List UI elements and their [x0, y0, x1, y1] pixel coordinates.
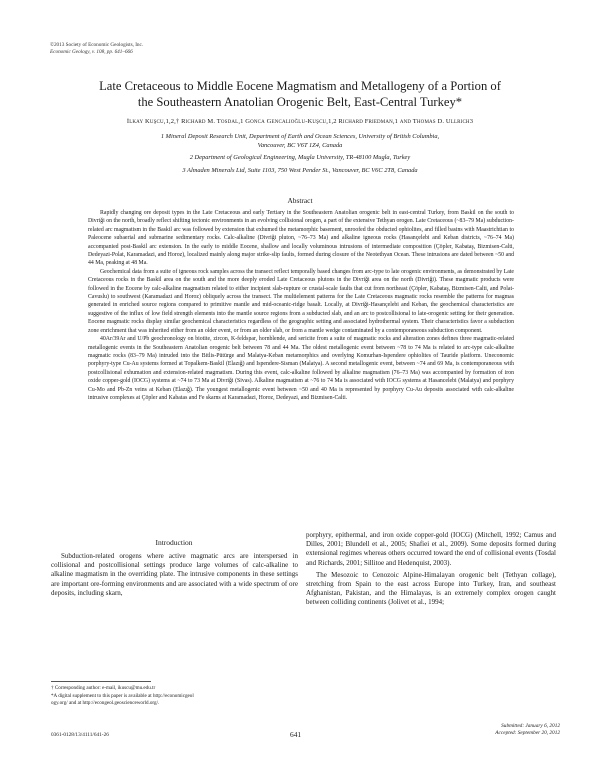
supplement-note-line-2: ogy.org/ and at http://econgeol.geoscienceworld.org/.: [51, 700, 160, 706]
abstract-paragraph-2: Geochemical data from a suite of igneous rock samples across the transect reflect temporally based changes from arc-type to late orogenic environments, as demonstrated by Late Cretaceous rocks in the Baskil area on the south and the more deeply eroded Late Cretaceous plutons in the Divriği area on the north (Divriği). These magmatic products were followed in the Eocene by calc-alkaline magmatism related to either incipient slab-rupture or crustal-scale faults that cut from northeast (Çöpler, Kabataş, Bizmisen-Calti, and Polat-Cavuslu) to southwest (Karamadazi and Horoz) obliquely across the transect. The multielement patterns for the Late Cretaceous magmatic rocks resemble the patterns for magmas generated in enriched source regions compared to primitive mantle and mid-oceanic-ridge basalt. Locally, at Divriği-Hasançelebi and Keban, the geochemical characteristics are suggestive of the influx of low field strength elements into the mantle source regions from a subducted slab, and an arc to postcollisional to late-orogenic setting for their generation. Eocene magmatic rocks display similar geochemical characteristics regardless of the geographic setting and associated hydrothermal system. Their characteristics favor a subduction zone enrichment that was inherited either from an older event, or from an older slab, or from a mantle wedge contaminated by a contemporaneous subduction component.: [88, 268, 514, 334]
copyright-line: ©2013 Society of Economic Geologists, Inc.: [50, 42, 144, 48]
supplement-note-line-1: *A digital supplement to this paper is available at http://economicgeol: [51, 692, 194, 699]
affiliation-2: 2 Department of Geological Engineering, Mugla University, TR-48100 Mugla, Turkey: [189, 154, 411, 162]
page-number: 641: [290, 730, 302, 739]
abstract-paragraph-1: Rapidly changing ore deposit types in the Late Cretaceous and early Tertiary in the Southeastern Anatolian orogenic belt in east-central Turkey, from Baskil on the south to Divriği on the north, broadly reflect shifting tectonic environments in an evolving collisional orogen, a part of the extensive Tethyan orogen. Late Cretaceous (~83–79 Ma) subduction-related arc magmatism in the Baskil arc was followed by extension that exhumed the metamorphic basement, unroofed the obducted ophiolites, and filled basins with Maastrichtian to Paleocene subaerial and submarine sedimentary rocks. Calc-alkaline (Divriği pluton, ~76–73 Ma) and alkaline igneous rocks (Hasançelebi and Keban districts, ~76–74 Ma) accompanied post-Baskil arc extension. In the early to middle Eocene, shallow and locally voluminous intrusions of intermediate composition (Çöpler, Kabataş, Bizmisen-Calti, Dedeyazi-Polat, Karamadazi, and Horoz), localized mainly along major strike-slip faults, formed during closure of the Neotethyan Ocean. These intrusions are dated between ~50 and 44 Ma, peaking at 48 Ma.: [88, 210, 514, 267]
submission-dates: [470, 723, 560, 737]
introduction-heading: Introduction: [155, 538, 193, 547]
affiliation-3: 3 Almaden Minerals Ltd, Suite 1103, 750 West Pender St., Vancouver, BC V6C 2T8, Canada: [182, 167, 418, 175]
paper-title: [40, 79, 560, 110]
intro-paragraph-1: Subduction-related orogens where active magmatic arcs are interspersed in collisional and postcollisional settings produce large volumes of calc-alkaline to alkaline magmatism in the overriding plate. The intrusive components in these settings are important ore-forming environments and are associated with a wide spectrum of ore deposits, including skarn,: [51, 552, 298, 597]
journal-header: [50, 42, 143, 55]
issn-code: 0361-0128/13/4111/641-26: [51, 732, 109, 738]
intro-paragraph-1-continued: porphyry, epithermal, and iron oxide copper-gold (IOCG) (Mitchell, 1992; Camus and Dilles, 2001; Blundell et al., 2005; Shafiei et al., 2009). Some deposits formed during extensional regimes whereas others occurred toward the end of collisional events (Tosdal and Richards, 2001; Sillitoe and Hedenquist, 2003).: [306, 531, 556, 567]
intro-paragraph-2: The Mesozoic to Cenozoic Alpine-Himalayan orogenic belt (Tethyan collage), stretching from Spain to the east across Europe into Turkey, Iran, and southeast Afghanistan, Pakistan, and the Himalayas, is an extremely complex orogen caught between colliding continents (Jolivet et al., 1994;: [306, 570, 556, 607]
corresponding-author-note: † Corresponding author: e-mail, ikuscu@mu.edu.tr: [51, 685, 156, 691]
affiliation-1b: Vancouver, BC V6T 1Z4, Canada: [257, 141, 343, 149]
footnotes: [51, 685, 298, 708]
right-column: [306, 531, 556, 608]
left-column: [51, 552, 298, 598]
abstract-heading: Abstract: [287, 196, 313, 205]
author-list: İlkay Kuşcu,1,2,† Richard M. Tosdal,1 Gonca Gencalioğlu-Kuşcu,1,2 Richard Friedman,1 and Thomas D. Ullrich3: [126, 118, 474, 125]
footnote-divider: [51, 681, 151, 682]
abstract-paragraph-3: 40Ar/39Ar and U/Pb geochronology on biotite, zircon, K-feldspar, hornblende, and sericite from a suite of magmatic rocks and alteration zones defines three magmatic-related metallogenic events in the Southeastern Anatolian orogenic belt between 78 and 44 Ma. The oldest metallogenic event between ~78 to 74 Ma is related to arc-type calc-alkaline magmatic rocks (83–79 Ma) intruded into the Bitlis-Pütürge and Malatya-Keban metamorphics and overlying Komurhan-Ispendere ophiolites of Tauride platform. Uneconomic porphyry-type Cu-Au systems formed at Topalkem-Baskil (Elazığ) and Ispendere-Sisman (Malatya). A second metallogenic event, between ~74 and 69 Ma, is contemporaneous with postcollisional exhumation and extension-related magmatism. During this event, calc-alkaline followed by alkaline magmatism (76–73 Ma) was accompanied by formation of iron oxide copper-gold (IOCG) systems at ~74 to 73 Ma at Divriği (Sivas). Alkaline magmatism at ~76 to 74 Ma is associated with IOCG systems at Hasancelebi (Malatya) and porphyry Cu-Mo and Pb-Zn veins at Keban (Elazığ). The youngest metallogenic event between ~50 and 40 Ma is represented by porphyry Cu-Au deposits associated with calc-alkaline intrusive complexes at Çöpler and Kabatas and Fe skarns at Karamadazi, Horoz, Dedeyazi, and Bizmisen-Calti.: [88, 336, 514, 401]
title-line-1: Late Cretaceous to Middle Eocene Magmatism and Metallogeny of a Portion of: [99, 79, 501, 93]
title-line-2: the Southeastern Anatolian Orogenic Belt, East-Central Turkey*: [137, 94, 463, 109]
citation-line: Economic Geology, v. 108, pp. 641–666: [50, 48, 133, 55]
submitted-date: Submitted: January 6, 2012: [501, 723, 560, 729]
affiliations: [40, 133, 560, 180]
abstract-body: [88, 209, 514, 402]
accepted-date: Accepted: September 20, 2012: [495, 730, 560, 737]
affiliation-1a: 1 Mineral Deposit Research Unit, Department of Earth and Ocean Sciences, University of British Columbia,: [160, 133, 440, 140]
